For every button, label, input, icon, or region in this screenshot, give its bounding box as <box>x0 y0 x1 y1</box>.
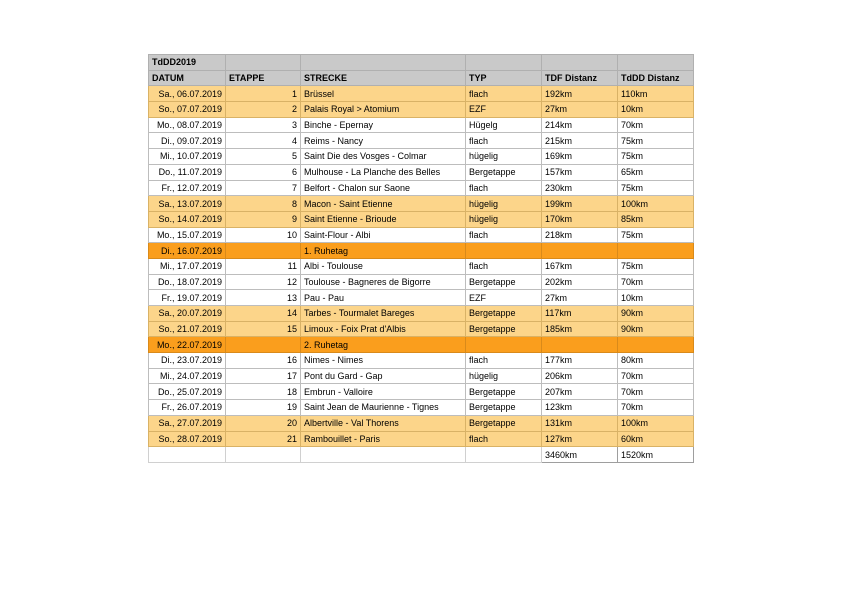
tddd-distance-cell: 75km <box>618 180 694 196</box>
route-cell: Rambouillet - Paris <box>301 431 466 447</box>
header-tdf-distanz: TDF Distanz <box>542 70 618 86</box>
stage-cell: 8 <box>226 196 301 212</box>
type-cell: Hügelg <box>466 117 542 133</box>
stage-cell: 3 <box>226 117 301 133</box>
stage-row <box>149 133 694 149</box>
stage-cell: 11 <box>226 258 301 274</box>
type-cell: Bergetappe <box>466 274 542 290</box>
date-cell: Mi., 10.07.2019 <box>149 149 226 165</box>
type-cell: flach <box>466 431 542 447</box>
date-cell: Do., 11.07.2019 <box>149 164 226 180</box>
date-cell: So., 07.07.2019 <box>149 102 226 118</box>
tdf-distance-cell: 167km <box>542 258 618 274</box>
type-cell: Bergetappe <box>466 321 542 337</box>
route-cell: 1. Ruhetag <box>301 243 466 259</box>
tddd-distance-cell <box>618 337 694 353</box>
tddd-distance-cell: 70km <box>618 384 694 400</box>
stage-row <box>149 415 694 431</box>
tddd-distance-cell: 75km <box>618 149 694 165</box>
date-cell: Di., 16.07.2019 <box>149 243 226 259</box>
route-cell: Mulhouse - La Planche des Belles <box>301 164 466 180</box>
stage-cell: 5 <box>226 149 301 165</box>
stage-row <box>149 306 694 322</box>
tdf-distance-cell: 127km <box>542 431 618 447</box>
tddd-distance-cell: 10km <box>618 290 694 306</box>
stage-row <box>149 274 694 290</box>
date-cell: Mo., 22.07.2019 <box>149 337 226 353</box>
date-cell: Di., 23.07.2019 <box>149 353 226 369</box>
title-row <box>149 55 694 71</box>
date-cell: Do., 18.07.2019 <box>149 274 226 290</box>
stage-row <box>149 290 694 306</box>
tddd-distance-cell: 75km <box>618 227 694 243</box>
stage-cell <box>226 243 301 259</box>
date-cell: Mi., 17.07.2019 <box>149 258 226 274</box>
tdf-distance-cell <box>542 337 618 353</box>
date-cell: Do., 25.07.2019 <box>149 384 226 400</box>
tdf-distance-cell: 170km <box>542 211 618 227</box>
tdf-distance-cell: 27km <box>542 290 618 306</box>
stage-row <box>149 400 694 416</box>
type-cell <box>466 337 542 353</box>
tddd-distance-cell: 70km <box>618 400 694 416</box>
route-cell: Embrun - Valloire <box>301 384 466 400</box>
type-cell: Bergetappe <box>466 164 542 180</box>
rest-day-row <box>149 337 694 353</box>
tddd-distance-cell: 60km <box>618 431 694 447</box>
stage-cell <box>226 337 301 353</box>
header-datum: DATUM <box>149 70 226 86</box>
tddd-distance-cell: 70km <box>618 368 694 384</box>
type-cell: EZF <box>466 290 542 306</box>
tdf-distance-cell: 123km <box>542 400 618 416</box>
header-typ: TYP <box>466 70 542 86</box>
route-cell: Brüssel <box>301 86 466 102</box>
type-cell: hügelig <box>466 149 542 165</box>
stage-cell: 7 <box>226 180 301 196</box>
route-cell: Saint-Flour - Albi <box>301 227 466 243</box>
tddd-distance-cell: 100km <box>618 196 694 212</box>
stage-row <box>149 196 694 212</box>
route-cell: Albi - Toulouse <box>301 258 466 274</box>
total-tddd-distance: 1520km <box>618 447 694 463</box>
stage-cell: 9 <box>226 211 301 227</box>
total-tdf-distance: 3460km <box>542 447 618 463</box>
date-cell: Fr., 19.07.2019 <box>149 290 226 306</box>
tddd-distance-cell: 10km <box>618 102 694 118</box>
stage-cell: 18 <box>226 384 301 400</box>
stage-row <box>149 431 694 447</box>
tdf-distance-cell: 169km <box>542 149 618 165</box>
stage-cell: 15 <box>226 321 301 337</box>
tdf-distance-cell: 202km <box>542 274 618 290</box>
stage-cell: 4 <box>226 133 301 149</box>
tdf-distance-cell: 157km <box>542 164 618 180</box>
stage-cell: 21 <box>226 431 301 447</box>
tdf-distance-cell: 207km <box>542 384 618 400</box>
stage-row <box>149 180 694 196</box>
stage-row <box>149 149 694 165</box>
date-cell: Fr., 12.07.2019 <box>149 180 226 196</box>
date-cell: Mo., 15.07.2019 <box>149 227 226 243</box>
route-cell: Palais Royal > Atomium <box>301 102 466 118</box>
type-cell: Bergetappe <box>466 400 542 416</box>
date-cell: Sa., 06.07.2019 <box>149 86 226 102</box>
date-cell: Mo., 08.07.2019 <box>149 117 226 133</box>
stage-row <box>149 368 694 384</box>
tdf-distance-cell: 230km <box>542 180 618 196</box>
type-cell: flach <box>466 86 542 102</box>
tddd-distance-cell: 80km <box>618 353 694 369</box>
stage-cell: 16 <box>226 353 301 369</box>
date-cell: Sa., 20.07.2019 <box>149 306 226 322</box>
route-cell: Belfort - Chalon sur Saone <box>301 180 466 196</box>
sheet-title: TdDD2019 <box>149 55 226 71</box>
date-cell: Sa., 27.07.2019 <box>149 415 226 431</box>
stage-cell: 14 <box>226 306 301 322</box>
stage-row <box>149 211 694 227</box>
tddd-distance-cell: 85km <box>618 211 694 227</box>
type-cell: flach <box>466 133 542 149</box>
tddd-distance-cell <box>618 243 694 259</box>
tddd-distance-cell: 100km <box>618 415 694 431</box>
route-cell: Reims - Nancy <box>301 133 466 149</box>
tdf-distance-cell: 199km <box>542 196 618 212</box>
stage-cell: 2 <box>226 102 301 118</box>
tddd-distance-cell: 65km <box>618 164 694 180</box>
stage-cell: 6 <box>226 164 301 180</box>
stage-row <box>149 353 694 369</box>
tdf-distance-cell: 218km <box>542 227 618 243</box>
stage-row <box>149 86 694 102</box>
route-cell: Pont du Gard - Gap <box>301 368 466 384</box>
tdf-distance-cell: 214km <box>542 117 618 133</box>
route-cell: Saint Jean de Maurienne - Tignes <box>301 400 466 416</box>
tddd-distance-cell: 90km <box>618 306 694 322</box>
tdf-distance-cell: 177km <box>542 353 618 369</box>
type-cell: flach <box>466 353 542 369</box>
tddd-distance-cell: 90km <box>618 321 694 337</box>
stage-cell: 17 <box>226 368 301 384</box>
stage-cell: 20 <box>226 415 301 431</box>
route-cell: Tarbes - Tourmalet Bareges <box>301 306 466 322</box>
type-cell: EZF <box>466 102 542 118</box>
stage-cell: 12 <box>226 274 301 290</box>
header-strecke: STRECKE <box>301 70 466 86</box>
tddd-distance-cell: 110km <box>618 86 694 102</box>
stage-row <box>149 117 694 133</box>
tddd-distance-cell: 70km <box>618 117 694 133</box>
type-cell: Bergetappe <box>466 306 542 322</box>
route-cell: Binche - Epernay <box>301 117 466 133</box>
stage-row <box>149 164 694 180</box>
route-cell: Pau - Pau <box>301 290 466 306</box>
stage-row <box>149 321 694 337</box>
route-cell: Saint Etienne - Brioude <box>301 211 466 227</box>
header-etappe: ETAPPE <box>226 70 301 86</box>
tddd-distance-cell: 70km <box>618 274 694 290</box>
route-cell: Saint Die des Vosges - Colmar <box>301 149 466 165</box>
stage-cell: 10 <box>226 227 301 243</box>
tdf-distance-cell: 27km <box>542 102 618 118</box>
stage-cell: 13 <box>226 290 301 306</box>
date-cell: Di., 09.07.2019 <box>149 133 226 149</box>
type-cell: Bergetappe <box>466 415 542 431</box>
date-cell: Fr., 26.07.2019 <box>149 400 226 416</box>
stage-row <box>149 227 694 243</box>
stage-row <box>149 384 694 400</box>
tdf-distance-cell: 185km <box>542 321 618 337</box>
type-cell: Bergetappe <box>466 384 542 400</box>
type-cell: flach <box>466 227 542 243</box>
route-cell: Macon - Saint Etienne <box>301 196 466 212</box>
route-cell: Limoux - Foix Prat d'Albis <box>301 321 466 337</box>
totals-row <box>149 447 694 463</box>
tdf-distance-cell: 131km <box>542 415 618 431</box>
date-cell: Mi., 24.07.2019 <box>149 368 226 384</box>
date-cell: Sa., 13.07.2019 <box>149 196 226 212</box>
header-row <box>149 70 694 86</box>
tddd-distance-cell: 75km <box>618 258 694 274</box>
rest-day-row <box>149 243 694 259</box>
tdf-distance-cell: 117km <box>542 306 618 322</box>
tdf-distance-cell: 192km <box>542 86 618 102</box>
stage-row <box>149 102 694 118</box>
type-cell: hügelig <box>466 196 542 212</box>
type-cell: hügelig <box>466 368 542 384</box>
type-cell: hügelig <box>466 211 542 227</box>
route-cell: Nimes - Nimes <box>301 353 466 369</box>
type-cell: flach <box>466 180 542 196</box>
type-cell <box>466 243 542 259</box>
tddd-distance-cell: 75km <box>618 133 694 149</box>
type-cell: flach <box>466 258 542 274</box>
stage-row <box>149 258 694 274</box>
route-cell: 2. Ruhetag <box>301 337 466 353</box>
tdf-distance-cell <box>542 243 618 259</box>
tour-schedule-table <box>148 54 694 463</box>
date-cell: So., 28.07.2019 <box>149 431 226 447</box>
header-tddd-distanz: TdDD Distanz <box>618 70 694 86</box>
date-cell: So., 21.07.2019 <box>149 321 226 337</box>
stage-cell: 1 <box>226 86 301 102</box>
route-cell: Albertville - Val Thorens <box>301 415 466 431</box>
route-cell: Toulouse - Bagneres de Bigorre <box>301 274 466 290</box>
tdf-distance-cell: 206km <box>542 368 618 384</box>
stage-cell: 19 <box>226 400 301 416</box>
date-cell: So., 14.07.2019 <box>149 211 226 227</box>
tdf-distance-cell: 215km <box>542 133 618 149</box>
